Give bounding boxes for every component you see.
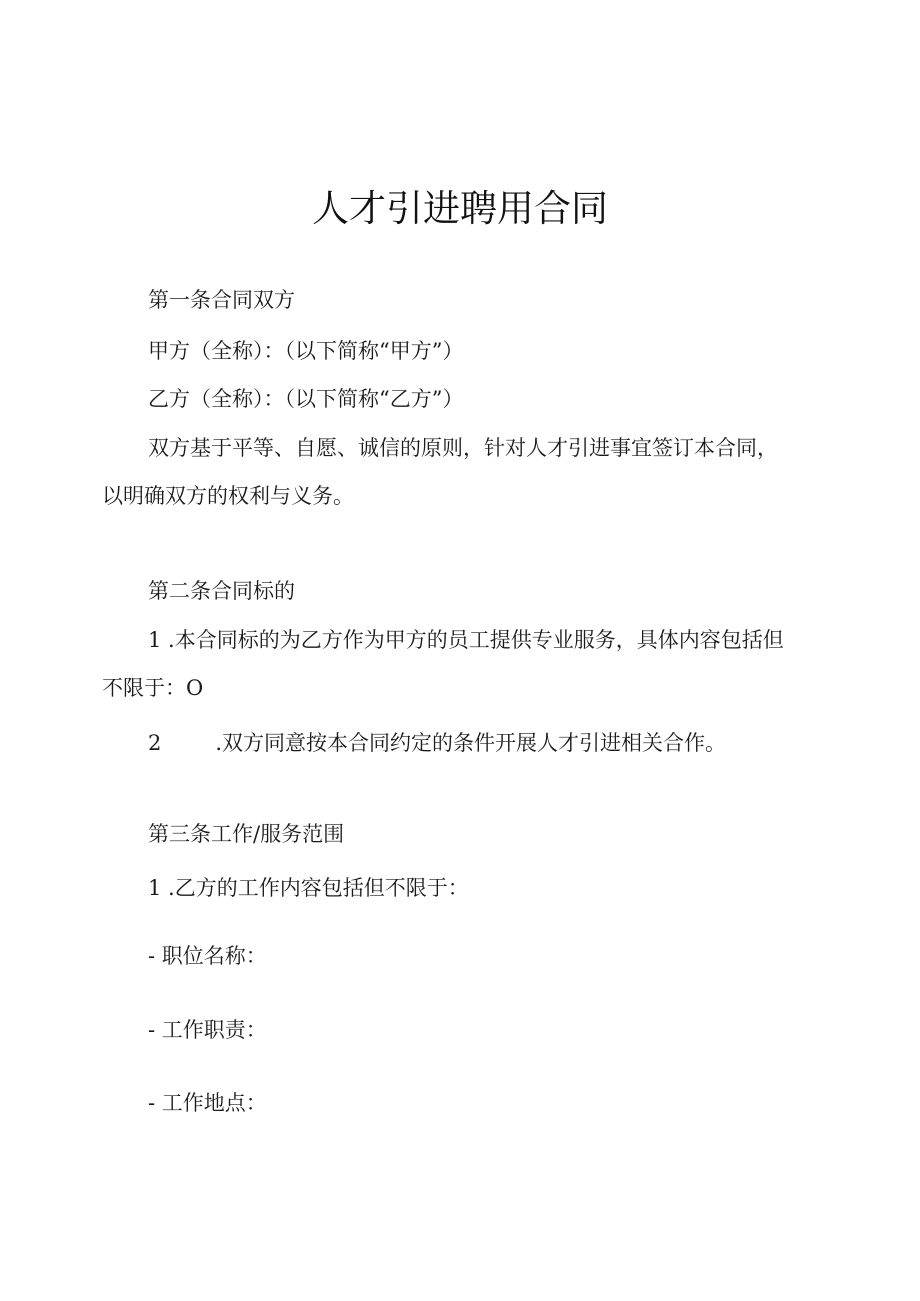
section3-item1: 1 .乙方的工作内容包括但不限于： [148,876,469,900]
section3-heading: 第三条工作/服务范围 [148,822,345,846]
preamble-line-1: 双方基于平等、自愿、诚信的原则，针对人才引进事宜签订本合同， [148,436,778,460]
preamble-line-2: 以明确双方的权利与义务。 [102,484,354,508]
bullet-position-name: - 职位名称： [148,944,267,968]
section2-item2-text: .双方同意按本合同约定的条件开展人才引进相关合作。 [215,731,727,755]
section1-heading: 第一条合同双方 [148,288,295,312]
section2-item2 [148,729,726,757]
document-title: 人才引进聘用合同 [312,187,608,230]
section2-item2-number: 2 [148,731,162,755]
party-b-line: 乙方（全称）：（以下简称“乙方”） [148,387,464,411]
party-a-line: 甲方（全称）：（以下简称“甲方”） [148,339,464,363]
bullet-work-location: - 工作地点： [148,1091,267,1115]
section2-item1-line1: 1 .本合同标的为乙方作为甲方的员工提供专业服务，具体内容包括但 [148,628,784,652]
section2-heading: 第二条合同标的 [148,579,295,603]
section2-item1-line2: 不限于：O [102,676,204,700]
bullet-job-duties: - 工作职责： [148,1018,267,1042]
